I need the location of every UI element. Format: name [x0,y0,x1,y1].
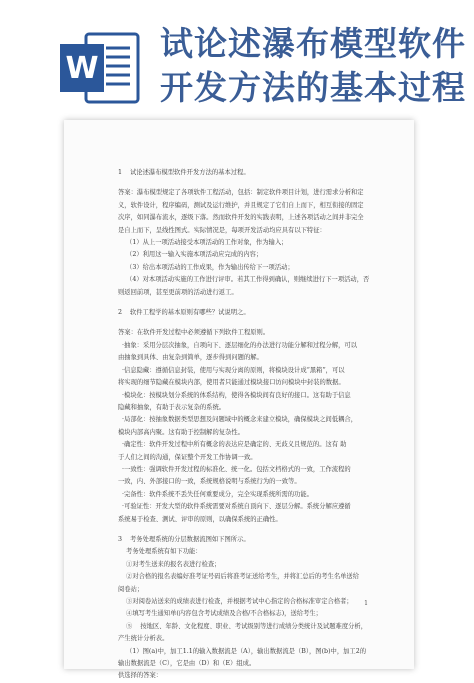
document-line [118,319,396,327]
document-line [118,299,396,307]
document-line: 2 软件工程学的基本原则有哪些？试说明之。 [118,309,250,317]
document-line [118,526,396,534]
document-line: 由抽象到具体、由复杂到简单，逐步得到问题的解。 [118,354,263,362]
document-line: 是自上而下，呈线性图式。实际情况是，每项开发活动均应具有以下特征： [118,226,326,234]
document-line: ④填写考生通知单(内容包含考试成绩及合格/不合格标志)，送给考生； [118,610,322,618]
document-line: 产生统计分析表。 [118,635,169,643]
document-line: 模块内部高内聚。这有助于控制解的复杂性。 [118,428,244,436]
document-line: （4）对本项活动实施的工作进行评审。若其工作得到确认，则继续进行下一项活动，否 [118,276,370,284]
document-line: ·一致性：强调软件开发过程的标准化、统一化。包括文档格式的一致，工作流程的 [118,465,351,473]
document-line [118,179,396,187]
document-line: 一致，内、外部接口的一致，系统规格说明与系统行为的一致等。 [118,478,301,486]
document-line: ⑤ 按地区、年龄、文化程度、职业、考试级别等进行成绩分类统计及试题难度分析， [118,622,368,630]
document-line: 将实现的细节隐藏在模块内部，使用者只能通过模块接口访问模块中封装的数据。 [118,379,345,387]
document-body [118,167,396,683]
document-line: 系统易于检查、测试、评审的原则，以确保系统的正确性。 [118,515,282,523]
document-line: 输出数据流是（C），它是由（D）和（E）组成。 [118,660,256,668]
svg-text:W: W [65,51,99,86]
word-icon [58,30,144,106]
document-line: 隐藏和抽象，有助于表示复杂的系统。 [118,403,226,411]
document-line: （2）利用这一输入实施本项活动应完成的内容； [118,251,263,259]
document-line: （1）从上一项活动接受本项活动的工作对象，作为输入； [118,239,288,247]
document-line: ·确定性：软件开发过程中所有概念的表达应是确定的、无歧义且规范的。这有 助 [118,441,347,449]
document-line: ③对阅卷站送来的成绩表进行检查，并根据考试中心指定的合格标准审定合格者； [118,598,353,605]
document-line: 义，软件设计，程序编码，测试及运行维护，并且规定了它们自上而下，相互衔接的固定 [118,201,364,209]
document-line: （3）给出本项活动的工作成果，作为输出传给下一项活动； [118,263,294,271]
document-line: 则返回前项，甚至更前项的活动进行返工。 [118,288,238,296]
document-line: 阅卷站； [118,585,144,593]
document-line: 1 试论述瀑布模型软件开发方法的基本过程。 [118,169,250,176]
document-line: ·完备性：软件系统不丢失任何重要成分，完全实现系统所需的功能。 [118,490,313,498]
header-banner [0,0,474,120]
document-line: 供选择的答案： [118,672,163,680]
document-line: ·模块化：按模块划分系统的体系结构，使得各模块间有良好的接口。这有助于信息 [118,391,351,399]
page-number: 1 [364,600,368,607]
document-line: 次序，如同瀑布流水，逐级下落。然而软件开发的实践表明，上述各项活动之间并非完全 [118,214,364,222]
document-line: ①对考生送来的报名表进行检查； [118,560,221,568]
document-line: ·信息隐藏：遵循信息封装，使用与实现分离的原则，将模块设计成“黑箱”，可以 [118,366,345,374]
document-line: ②对合格的报名表编好准考证号码后将准考证送给考生，并将汇总后的考生名单送给 [118,573,359,581]
page-title: 试论述瀑布模型软件开发方法的基本过程 [160,24,466,107]
document-line: ·可验证性：开发大型的软件系统需要对系统自顶向下、逐层分解。系统分解应遵循 [118,503,351,511]
document-line: 3 考务处理系统的分层数据流图如下图所示。 [118,535,250,543]
document-page [64,120,414,680]
document-line: ·抽象：采用分层次抽象，自项向下、逐层细化的办法进行功能分解和过程分解，可以 [118,341,358,349]
document-line: （1）图(a)中，加工1.1的输入数据流是（A），输出数据流是（B），图(b)中，加工2的 [118,647,367,655]
document-line: 于人们之间的沟通，保证整个开发工作协调一致。 [118,453,257,461]
document-line: 答案：在软件开发过程中必须遵循下列软件工程原则。 [118,329,270,337]
document-line: 考务处理系统有如下功能： [118,548,202,556]
document-line: ·局部化：按抽象数据类型思想及问题域中的概念来建立模块，确保模块之间低耦合， [118,416,358,424]
document-line: 答案：瀑布模型规定了各项软件工程活动，包括：制定软件项目计划，进行需求分析和定 [118,189,364,197]
